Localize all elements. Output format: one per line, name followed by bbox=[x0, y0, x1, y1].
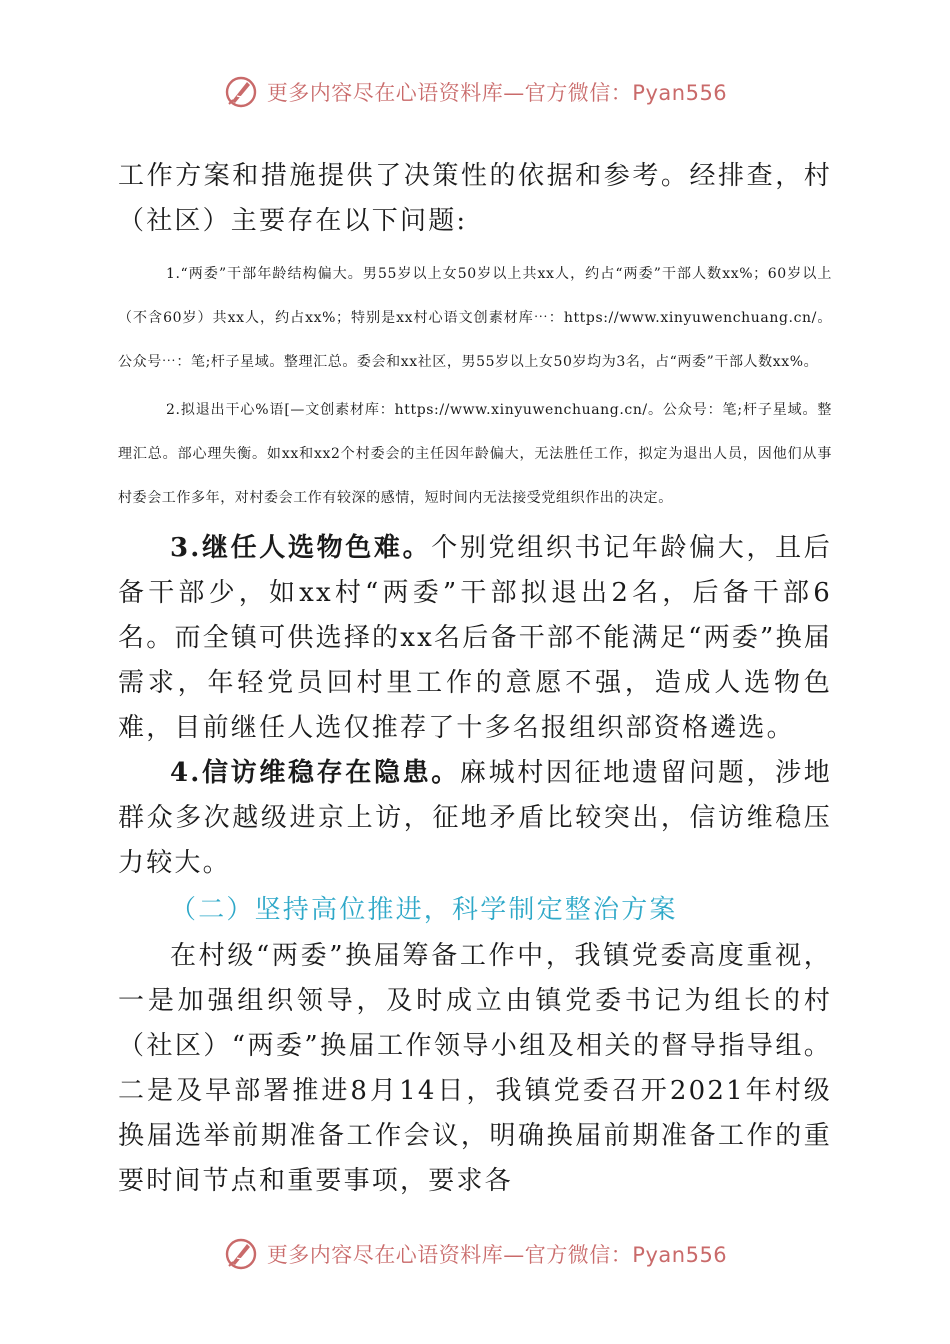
quill-logo-icon bbox=[223, 74, 259, 110]
header-banner bbox=[0, 72, 950, 112]
issue-1-paragraph: 1.“两委”干部年龄结构偏大。男55岁以上女50岁以上共xx人，约占“两委”干部人数xx%；60岁以上（不含60岁）共xx人，约占xx%；特别是xx村心语文创素材库⋯：https://www.xinyuwenchuang.cn/。公众号⋯：笔;杆子星域。整理汇总。委会和xx社区，男55岁以上女50岁均为3名，占“两委”干部人数xx%。 bbox=[118, 266, 832, 370]
quill-logo-icon bbox=[223, 1236, 259, 1272]
issue-3-paragraph bbox=[118, 526, 832, 751]
issue-2-paragraph: 2.拟退出干心%语[—文创素材库：https://www.xinyuwenchuang.cn/。公众号：笔;杆子星域。整理汇总。部心理失衡。如xx和xx2个村委会的主任因年龄偏大，无法胜任工作，拟定为退出人员，因他们从事村委会工作多年，对村委会工作有较深的感情，短时间内无法接受党组织作出的决定。 bbox=[118, 402, 832, 506]
section-paragraph: 在村级“两委”换届筹备工作中，我镇党委高度重视，一是加强组织领导，及时成立由镇党委书记为组长的村（社区）“两委”换届工作领导小组及相关的督导指导组。二是及早部署推进8月14日，我镇党委召开2021年村级换届选举前期准备工作会议，明确换届前期准备工作的重要时间节点和重要事项，要求各 bbox=[118, 941, 832, 1196]
issue-4-text: 麻城村因征地遗留问题，涉地群众多次越级进京上访，征地矛盾比较突出，信访维稳压力较大。 bbox=[118, 758, 833, 878]
issue-4-title: 4.信访维稳存在隐患。 bbox=[170, 758, 460, 788]
issue-3-title: 3.继任人选物色难。 bbox=[170, 533, 432, 563]
footer-banner-text: 更多内容尽在心语资料库—官方微信：Pyan556 bbox=[266, 1243, 728, 1267]
header-banner-text: 更多内容尽在心语资料库—官方微信：Pyan556 bbox=[266, 81, 728, 105]
small-print-block bbox=[118, 252, 832, 520]
intro-paragraph: 工作方案和措施提供了决策性的依据和参考。经排查，村（社区）主要存在以下问题: bbox=[118, 161, 832, 236]
document-body bbox=[118, 154, 832, 1204]
issue-4-paragraph bbox=[118, 751, 832, 886]
issue-3-text: 个别党组织书记年龄偏大，且后备干部少，如xx村“两委”干部拟退出2名，后备干部6名。而全镇可供选择的xx名后备干部不能满足“两委”换届需求，年轻党员回村里工作的意愿不强，造成人选物色难，目前继任人选仅推荐了十多名报组织部资格遴选。 bbox=[118, 533, 832, 743]
footer-banner bbox=[0, 1234, 950, 1274]
section-heading: （二）坚持高位推进，科学制定整治方案 bbox=[170, 895, 678, 925]
